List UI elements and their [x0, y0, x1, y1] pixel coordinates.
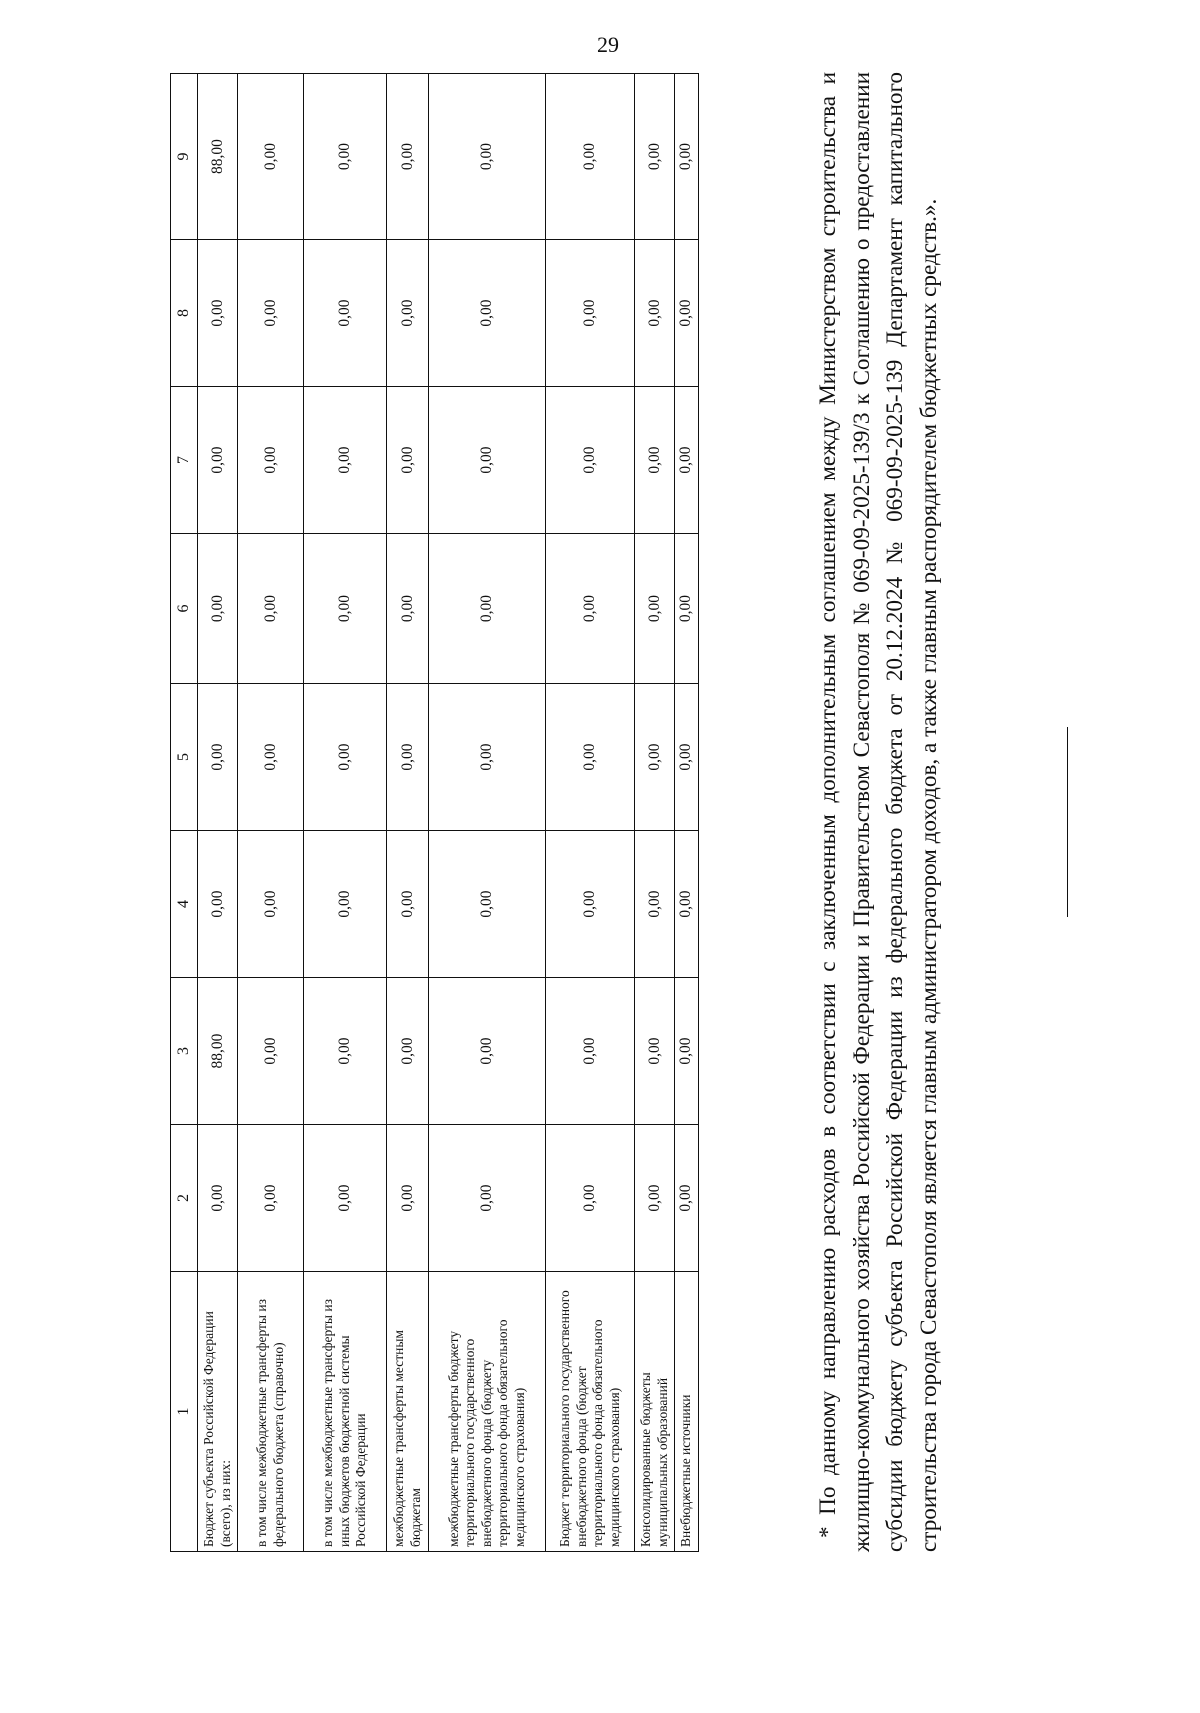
col-header-2: 2: [171, 1125, 198, 1272]
table-cell: 0,00: [304, 387, 387, 534]
table-cell: 0,00: [198, 387, 238, 534]
col-header-4: 4: [171, 831, 198, 978]
table-cell: 0,00: [546, 387, 635, 534]
table-cell: 0,00: [429, 534, 546, 684]
table-cell: 0,00: [238, 831, 304, 978]
table-cell: 0,00: [387, 684, 429, 831]
table-cell: 0,00: [387, 534, 429, 684]
col-header-1: 1: [171, 1272, 198, 1552]
table-cell: 0,00: [387, 387, 429, 534]
table-cell: 0,00: [675, 831, 699, 978]
table-cell: 0,00: [304, 1125, 387, 1272]
table-cell: 88,00: [198, 74, 238, 240]
table-cell: 0,00: [635, 240, 675, 387]
table-cell: 0,00: [238, 1125, 304, 1272]
separator-line: [1067, 727, 1068, 917]
table-cell: 0,00: [675, 74, 699, 240]
table-row: [546, 74, 635, 1552]
table-cell: 0,00: [635, 831, 675, 978]
table-cell: 0,00: [546, 534, 635, 684]
table-cell: 0,00: [635, 684, 675, 831]
rotated-content: [170, 72, 1090, 1552]
table-cell: 0,00: [304, 74, 387, 240]
row-label: Консолидированные бюджеты муниципальных образований: [635, 1272, 675, 1552]
page-number: 29: [597, 32, 619, 57]
table-cell: 0,00: [546, 240, 635, 387]
table-cell: 0,00: [429, 1125, 546, 1272]
col-header-5: 5: [171, 684, 198, 831]
table-cell: 0,00: [387, 831, 429, 978]
table-cell: 0,00: [546, 831, 635, 978]
table-cell: 0,00: [387, 74, 429, 240]
table-cell: 0,00: [546, 74, 635, 240]
table-cell: 0,00: [675, 978, 699, 1125]
table-row: [387, 74, 429, 1552]
table-cell: 0,00: [635, 74, 675, 240]
table-cell: 0,00: [238, 387, 304, 534]
table-cell: 0,00: [387, 240, 429, 387]
table-cell: 0,00: [635, 978, 675, 1125]
table-row: [238, 74, 304, 1552]
table-cell: 0,00: [304, 684, 387, 831]
table-cell: 0,00: [198, 831, 238, 978]
table-cell: 0,00: [238, 978, 304, 1125]
col-header-3: 3: [171, 978, 198, 1125]
table-cell: 0,00: [304, 240, 387, 387]
table-cell: 0,00: [387, 978, 429, 1125]
table-cell: 0,00: [238, 74, 304, 240]
table-cell: 0,00: [304, 831, 387, 978]
row-label: Бюджет субъекта Российской Федерации (всего), из них:: [198, 1272, 238, 1552]
table-cell: 0,00: [675, 387, 699, 534]
table-cell: 0,00: [675, 1125, 699, 1272]
table-row: [675, 74, 699, 1552]
table-cell: 0,00: [429, 74, 546, 240]
table-row: [635, 74, 675, 1552]
row-label: межбюджетные трансферты местным бюджетам: [387, 1272, 429, 1552]
budget-table: [170, 73, 699, 1552]
table-cell: 0,00: [546, 978, 635, 1125]
table-row: [198, 74, 238, 1552]
table-cell: 0,00: [387, 1125, 429, 1272]
table-cell: 0,00: [675, 240, 699, 387]
col-header-9: 9: [171, 74, 198, 240]
footnote: * По данному направлению расходов в соответствии с заключенным дополнительным соглашением между Министерством строительства и жилищно-коммунального хозяйства Российской Федерации и Правительством Севастополя № 069-09-2025-139/3 к Соглашению о предоставлении субсидии бюджету субъекта Российской Федерации из федерального бюджета от 20.12.2024 № 069-09-2025-139 Департамент капитального строительства города Севастополя является главным администратором доходов, а также главным распорядителем бюджетных средств.».: [815, 72, 942, 1552]
table-cell: 0,00: [635, 1125, 675, 1272]
table-cell: 0,00: [238, 534, 304, 684]
col-header-6: 6: [171, 534, 198, 684]
table-cell: 0,00: [635, 387, 675, 534]
table-cell: 0,00: [198, 534, 238, 684]
table-cell: 88,00: [198, 978, 238, 1125]
table-cell: 0,00: [238, 240, 304, 387]
table-cell: 0,00: [429, 684, 546, 831]
table-cell: 0,00: [304, 534, 387, 684]
table-cell: 0,00: [304, 978, 387, 1125]
row-label: Бюджет территориального государственного внебюджетного фонда (бюджет территориального фонда обязательного медицинского страхования): [546, 1272, 635, 1552]
table-cell: 0,00: [238, 684, 304, 831]
row-label: Внебюджетные источники: [675, 1272, 699, 1552]
table-cell: 0,00: [429, 831, 546, 978]
table-cell: 0,00: [675, 534, 699, 684]
table-cell: 0,00: [429, 387, 546, 534]
table-header-row: [171, 74, 198, 1552]
row-label: межбюджетные трансферты бюджету территориального государственного внебюджетного фонда (бюджету территориального фонда обязательного медицинского страхования): [429, 1272, 546, 1552]
table-cell: 0,00: [198, 684, 238, 831]
row-label: в том числе межбюджетные трансферты из федерального бюджета (справочно): [238, 1272, 304, 1552]
col-header-8: 8: [171, 240, 198, 387]
table-cell: 0,00: [546, 684, 635, 831]
table-row: [429, 74, 546, 1552]
table-cell: 0,00: [546, 1125, 635, 1272]
table-cell: 0,00: [635, 534, 675, 684]
table-cell: 0,00: [198, 240, 238, 387]
table-cell: 0,00: [675, 684, 699, 831]
row-label: в том числе межбюджетные трансферты из иных бюджетов бюджетной системы Российской Федерации: [304, 1272, 387, 1552]
table-cell: 0,00: [198, 1125, 238, 1272]
col-header-7: 7: [171, 387, 198, 534]
table-row: [304, 74, 387, 1552]
table-body: [171, 74, 699, 1552]
table-cell: 0,00: [429, 978, 546, 1125]
table-cell: 0,00: [429, 240, 546, 387]
